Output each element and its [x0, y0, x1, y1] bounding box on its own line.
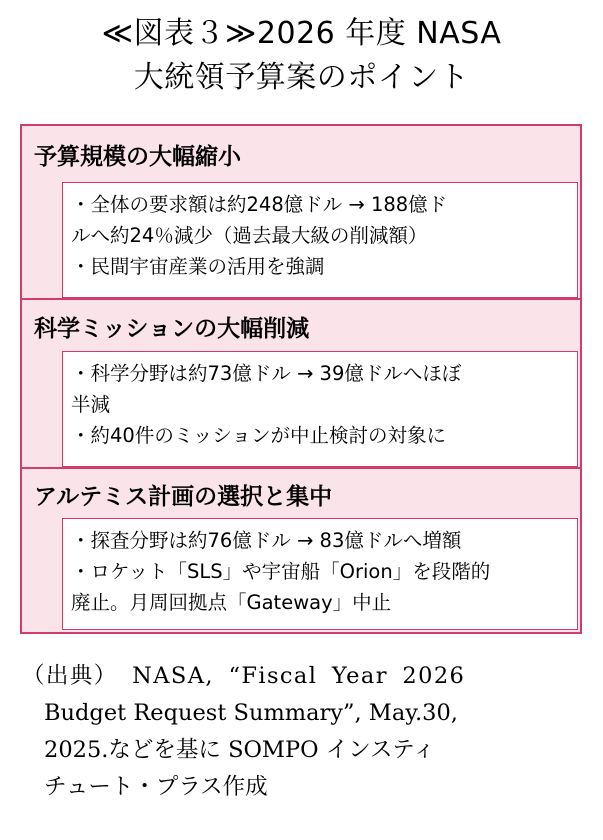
source-line: （出典） NASA, “Fiscal Year 2026	[22, 663, 466, 689]
source-line: 2025.などを基に SOMPO インスティ	[44, 737, 436, 763]
bullet-line: ・科学分野は約73億ドル → 39億ドルへほぼ	[71, 362, 462, 385]
section-body-budget-scale	[62, 182, 578, 298]
figure-title-line2: 大統領予算案のポイント	[133, 60, 470, 95]
section-divider	[22, 298, 580, 300]
bullet-line: ・探査分野は約76億ドル → 83億ドルへ増額	[71, 529, 462, 552]
section-body-science-missions	[62, 351, 578, 467]
bullet-line: ルへ約24％減少（過去最大級の削減額）	[71, 224, 428, 247]
bullet-line: 廃止。月周回拠点「Gateway」中止	[71, 591, 392, 614]
bullet-line: ・約40件のミッションが中止検討の対象に	[71, 424, 447, 447]
bullet-line: ・全体の要求額は約248億ドル → 188億ド	[71, 193, 448, 216]
summary-box	[20, 124, 582, 634]
figure-title-line1: ≪図表３≫2026 年度 NASA	[101, 16, 502, 51]
source-note	[22, 658, 582, 806]
section-divider	[22, 467, 580, 469]
source-line: チュート・プラス作成	[44, 774, 268, 800]
section-body-artemis	[62, 518, 578, 630]
bullet-line: ・ロケット「SLS」や宇宙船「Orion」を段階的	[71, 560, 491, 583]
section-heading-artemis: アルテミス計画の選択と集中	[34, 484, 333, 510]
section-heading-science-missions: 科学ミッションの大幅削減	[34, 316, 310, 342]
section-heading-budget-scale: 予算規模の大幅縮小	[34, 144, 241, 170]
source-line: Budget Request Summary”, May.30,	[44, 700, 458, 726]
bullet-line: 半減	[71, 393, 111, 416]
bullet-line: ・民間宇宙産業の活用を強調	[71, 255, 325, 278]
